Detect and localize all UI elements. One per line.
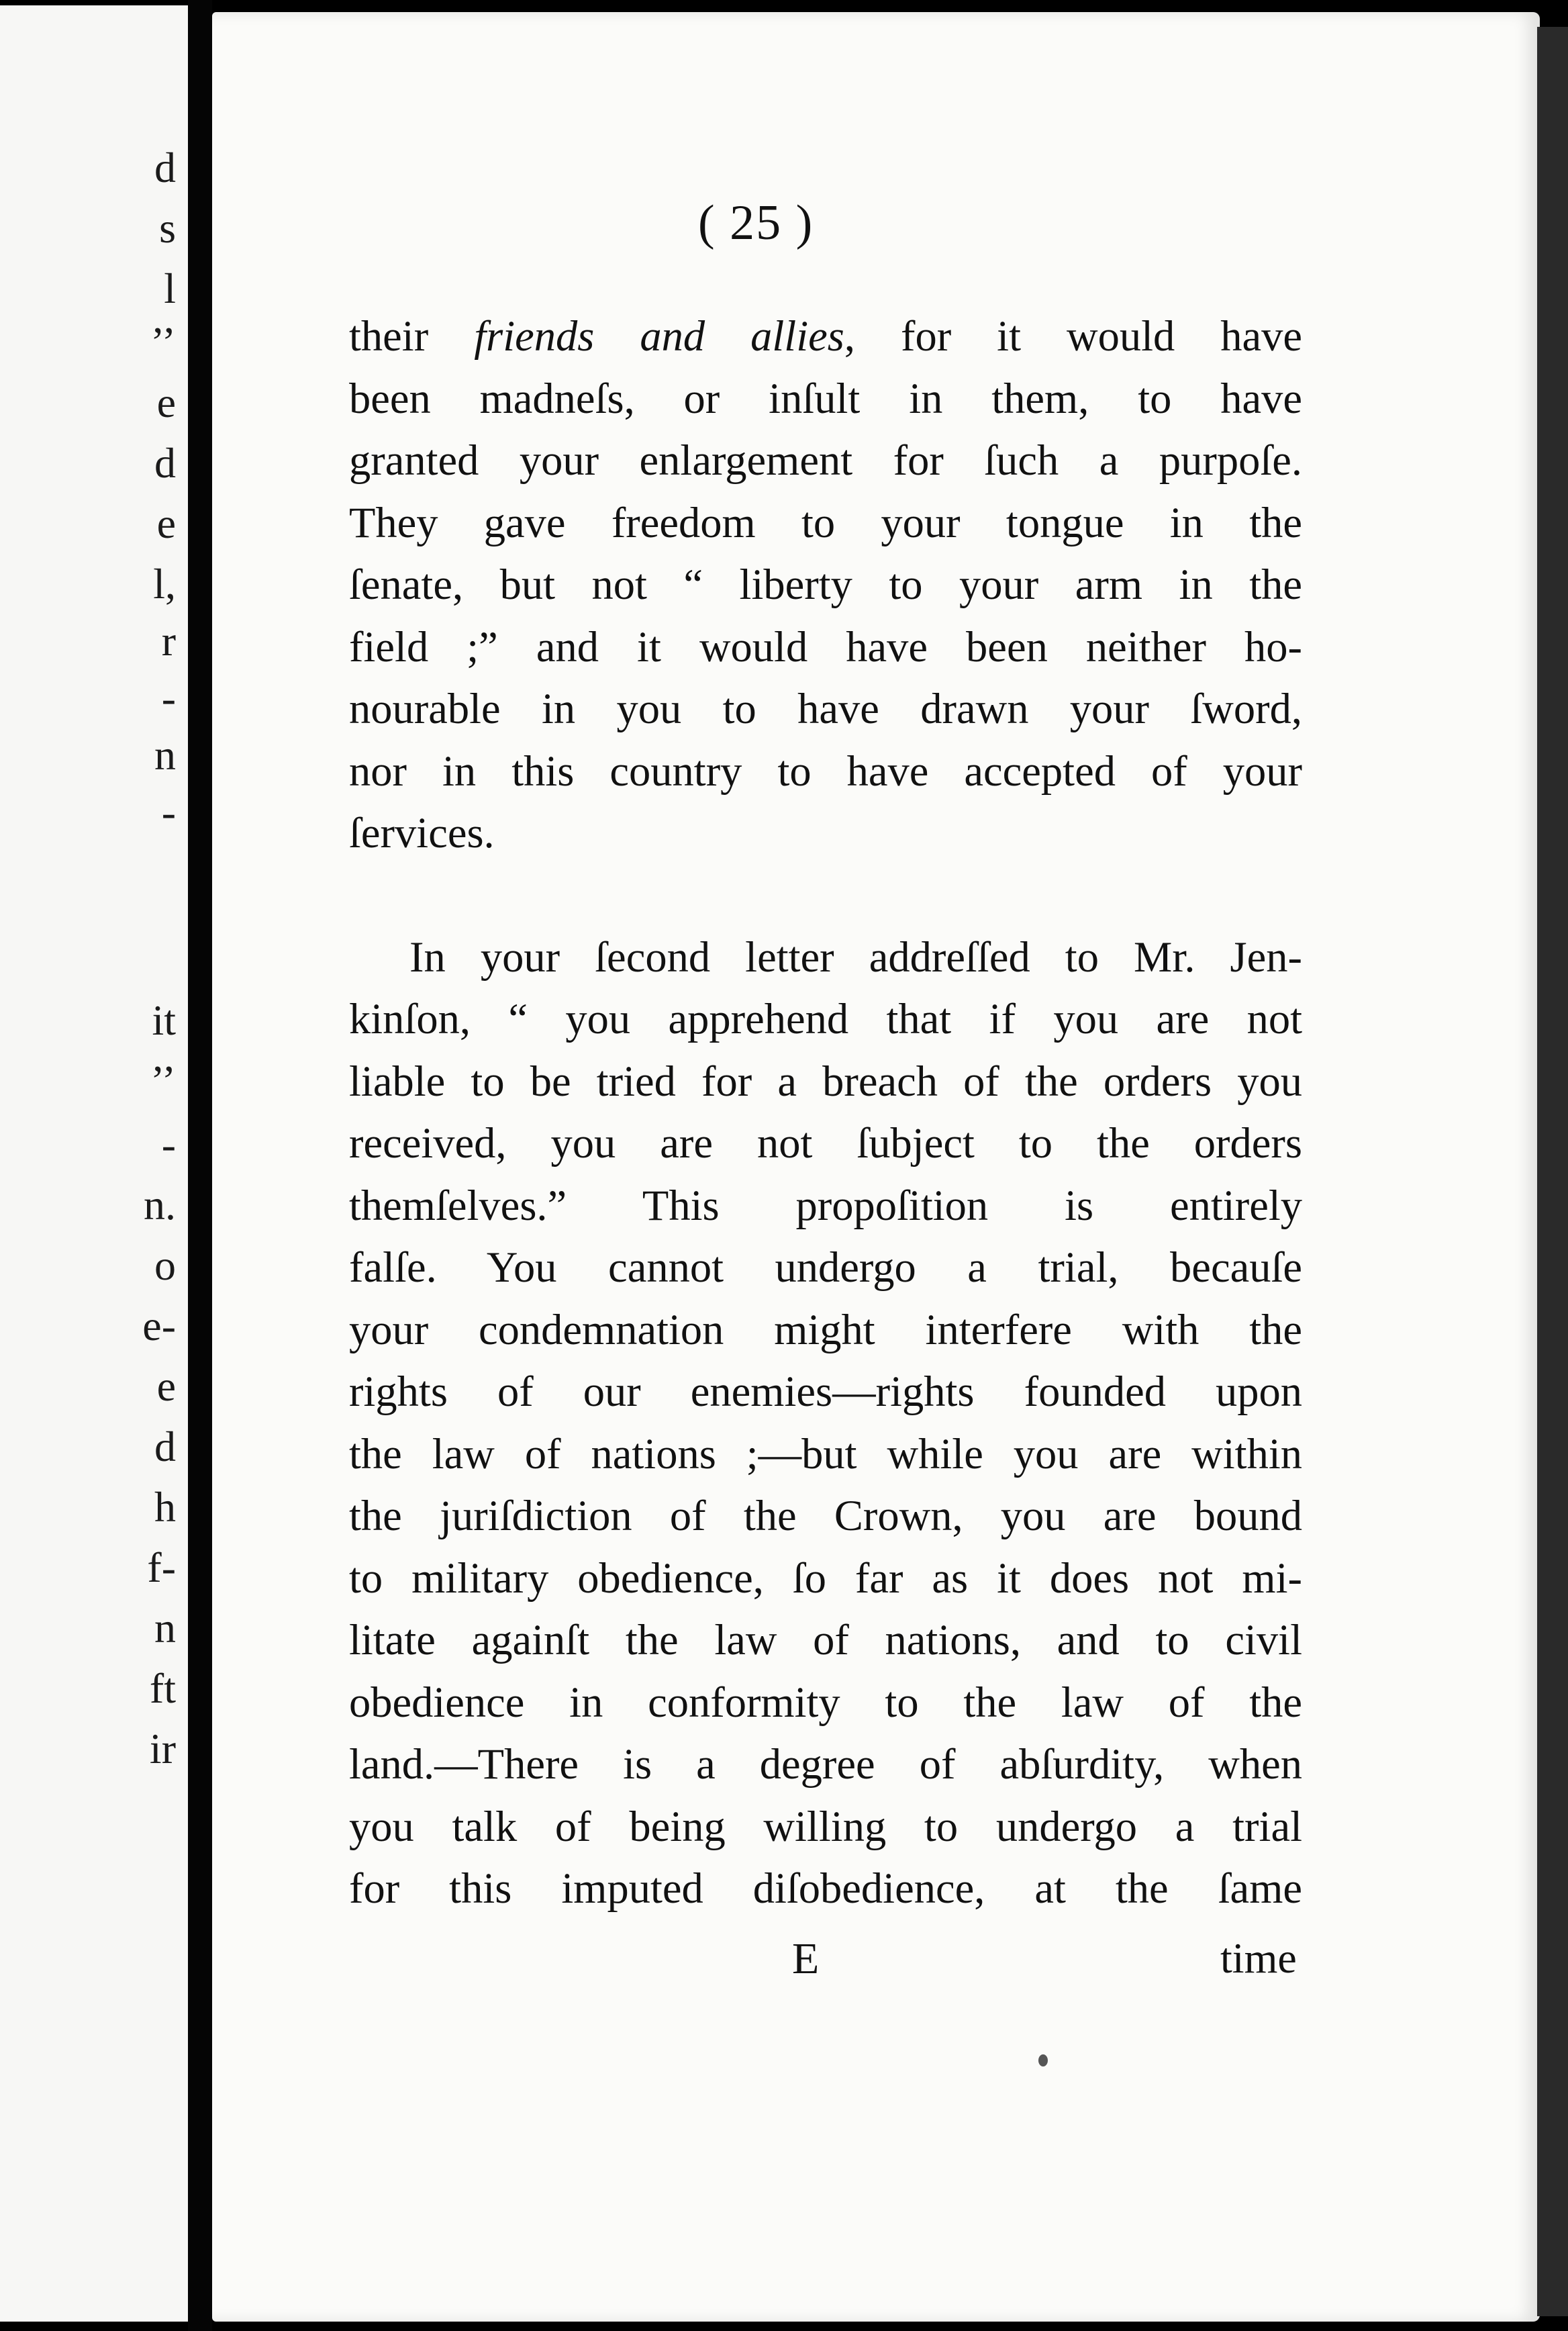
text-line: themſelves.” This propoſition is entirely: [349, 1181, 1302, 1229]
signature-mark: E: [792, 1934, 820, 1983]
text-line: the law of nations ;—but while you are within: [349, 1429, 1302, 1478]
margin-fragment: n: [154, 731, 176, 779]
margin-fragment: o: [154, 1241, 176, 1289]
margin-fragment: r: [161, 617, 176, 665]
text-line: ſervices.: [349, 809, 495, 857]
margin-fragment: l,: [153, 560, 176, 608]
page-number: ( 25 ): [698, 195, 814, 250]
margin-fragment: e-: [142, 1302, 176, 1349]
text-line: liable to be tried for a breach of the orders you: [349, 1057, 1302, 1105]
text-line: you talk of being willing to undergo a trial: [349, 1802, 1302, 1850]
margin-fragment: it: [152, 996, 176, 1044]
margin-fragment: ’’: [150, 318, 176, 366]
ink-speck: [1038, 2054, 1048, 2066]
text-line: rights of our enemies—rights founded upon: [349, 1368, 1302, 1415]
text-line: your condemnation might interfere with the: [349, 1305, 1302, 1353]
margin-fragment: ir: [149, 1725, 176, 1772]
text-line: kinſon, “ you apprehend that if you are not: [349, 995, 1302, 1043]
catchword: time: [1220, 1934, 1297, 1982]
previous-page-edge: [0, 5, 188, 2322]
margin-fragment: l: [164, 265, 176, 312]
text-line: ſenate, but not “ liberty to your arm in the: [349, 561, 1302, 608]
margin-fragment: -: [161, 788, 176, 836]
margin-fragment: d: [154, 439, 176, 487]
text-line: granted your enlargement for ſuch a purpoſe.: [349, 436, 1302, 484]
margin-fragment: n.: [144, 1181, 176, 1229]
text-line: to military obedience, ſo far as it does not mi-: [349, 1554, 1302, 1602]
margin-fragment: s: [159, 204, 176, 252]
text-line: received, you are not ſubject to the orders: [349, 1119, 1302, 1167]
text-line: been madneſs, or inſult in them, to have: [349, 374, 1302, 422]
margin-fragment: e: [156, 500, 176, 547]
margin-fragment: e: [156, 1362, 176, 1410]
margin-fragment: d: [154, 144, 176, 191]
book-gutter: [188, 0, 212, 2331]
text-line: falſe. You cannot undergo a trial, becauſe: [349, 1243, 1302, 1291]
text-line: litate againſt the law of nations, and to civil: [349, 1616, 1302, 1664]
margin-fragment: ft: [149, 1664, 176, 1712]
margin-fragment: f-: [147, 1543, 176, 1591]
margin-fragment: e: [156, 379, 176, 426]
margin-fragment: ’’: [150, 1057, 176, 1104]
text-line: They gave freedom to your tongue in the: [349, 498, 1302, 546]
text-line: the juriſdiction of the Crown, you are bound: [349, 1492, 1302, 1539]
text-line: for this imputed diſobedience, at the ſame: [349, 1864, 1302, 1912]
margin-fragment: d: [154, 1423, 176, 1470]
body-text: [349, 305, 1302, 1920]
italic-phrase: friends and allies: [474, 312, 844, 360]
margin-fragment: n: [154, 1604, 176, 1652]
text-line: obedience in conformity to the law of the: [349, 1678, 1302, 1726]
margin-fragment: -: [161, 1121, 176, 1168]
text-line: land.—There is a degree of abſurdity, when: [349, 1740, 1302, 1788]
margin-fragment: h: [154, 1483, 176, 1531]
page-edge-shadow: [1537, 27, 1568, 2316]
text-line: nourable in you to have drawn your ſword,: [349, 685, 1302, 732]
text-line: nor in this country to have accepted of your: [349, 747, 1302, 795]
text-line: their friends and allies, for it would have: [349, 312, 1303, 360]
margin-fragment: -: [161, 674, 176, 722]
text-line: field ;” and it would have been neither ho-: [349, 622, 1302, 671]
text-line: In your ſecond letter addreſſed to Mr. Jen-: [409, 933, 1302, 981]
